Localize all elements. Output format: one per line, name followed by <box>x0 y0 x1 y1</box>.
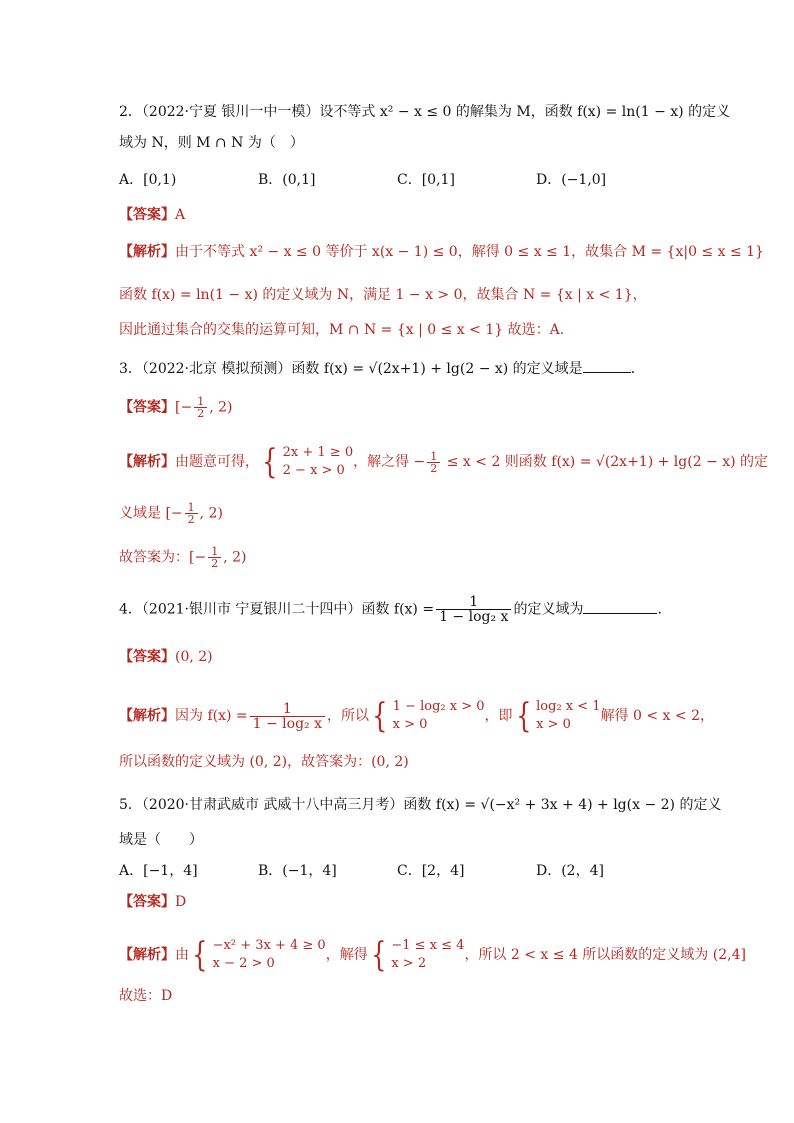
q4-stem-pre: 4．（2021·银川市 宁夏银川二十四中）函数 f(x) = <box>119 601 435 618</box>
q3-answer-blank <box>583 358 631 373</box>
system-row: x > 0 <box>536 717 571 732</box>
q2-analysis-line3: 因此通过集合的交集的运算可知，M ∩ N = {x | 0 ≤ x < 1} 故选：A. <box>119 322 565 338</box>
fraction-numerator: 1 <box>197 395 205 408</box>
q5-option-a: A．[−1，4] <box>119 863 198 879</box>
q3-stem-text: 3．（2022·北京 模拟预测）函数 f(x) = √(2x+1) + lg(2 − x) 的定义域是 <box>119 361 583 377</box>
brace-icon: { <box>515 696 531 736</box>
q4-final-answer: 所以函数的定义域为 (0, 2)，故答案为：(0, 2) <box>119 754 409 770</box>
fraction-denominator: 1 − log₂ x <box>250 716 325 731</box>
q3-analysis-line1 <box>119 444 768 480</box>
q3-analysis-line2 <box>119 502 223 525</box>
q5-stem-line2: 域是（ ） <box>119 832 203 848</box>
inequality-system <box>369 698 484 734</box>
fraction-numerator: 1 <box>430 449 438 463</box>
fraction-numerator: 1 <box>187 501 195 514</box>
fraction-denominator: 2 <box>194 407 207 419</box>
analysis-mid: ，解之得 − <box>353 454 426 470</box>
inequality-system <box>368 937 465 973</box>
q5-stem-line1: 5．（2020·甘肃武威市 武威十八中高三月考）函数 f(x) = √(−x² + 3x + 4) + lg(x − 2) 的定义 <box>119 797 722 813</box>
inequality-system <box>259 444 353 480</box>
fraction <box>208 546 221 569</box>
system-row: −x² + 3x + 4 ≥ 0 <box>212 938 326 953</box>
fraction-numerator: 1 <box>211 545 219 558</box>
brace-icon: { <box>192 935 208 975</box>
analysis-tag: 【解析】 <box>119 947 175 963</box>
analysis-mid2: ，即 <box>484 708 513 724</box>
analysis-mid: ，解得 <box>325 947 368 963</box>
fraction-denominator: 2 <box>185 513 198 525</box>
inequality-system <box>189 937 326 973</box>
q3-stem-end: ． <box>630 361 645 377</box>
q5-option-d: D．(2，4] <box>536 863 604 879</box>
fraction <box>436 595 511 624</box>
system-row: x > 0 <box>392 717 428 732</box>
q2-option-c: C．[0,1] <box>397 172 455 188</box>
brace-icon: { <box>262 442 278 482</box>
q2-option-d: D．(−1,0] <box>536 172 607 188</box>
fraction <box>194 396 207 419</box>
fraction-numerator: 1 <box>469 594 479 610</box>
analysis-tag: 【解析】 <box>119 244 175 260</box>
answer-tag: 【答案】 <box>119 894 175 910</box>
fraction-denominator: 2 <box>208 557 221 569</box>
analysis-post: 解得 0 < x < 2， <box>600 708 714 724</box>
q2-stem-line1: 2．（2022·宁夏 银川一中一模）设不等式 x² − x ≤ 0 的解集为 M，函数 f(x) = ln(1 − x) 的定义 <box>119 104 731 120</box>
analysis-line2-pre: 义域是 [− <box>119 505 183 522</box>
q5-final-answer: 故选：D <box>119 988 173 1004</box>
q5-option-c: C．[2，4] <box>397 863 465 879</box>
q4-stem-post: 的定义域为 <box>513 601 584 618</box>
q2-analysis-line2: 函数 f(x) = ln(1 − x) 的定义域为 N，满足 1 − x > 0，故集合 N = {x | x < 1}， <box>119 287 647 303</box>
q3-stem <box>119 358 645 379</box>
q2-stem-line2: 域为 N，则 M ∩ N 为（ ） <box>119 135 304 151</box>
system-row: −1 ≤ x ≤ 4 <box>391 938 465 953</box>
analysis-post: ，所以 2 < x ≤ 4 所以函数的定义域为 (2,4] <box>464 947 746 963</box>
q5-analysis-line1 <box>119 937 746 973</box>
final-pre: 故答案为：[− <box>119 549 207 566</box>
analysis-pre: 由题意可得， <box>175 454 259 470</box>
analysis-pre: 因为 f(x) = <box>175 708 248 724</box>
analysis-tag: 【解析】 <box>119 708 175 724</box>
answer-tag: 【答案】 <box>119 207 175 223</box>
analysis-mid2: ≤ x < 2 则函数 f(x) = √(2x+1) + lg(2 − x) 的定 <box>442 454 769 470</box>
final-post: , 2) <box>223 549 247 566</box>
inequality-system <box>513 698 601 734</box>
fraction-numerator: 1 <box>282 700 292 717</box>
fraction <box>185 502 198 525</box>
analysis-tag: 【解析】 <box>119 454 175 470</box>
brace-icon: { <box>370 935 387 975</box>
system-row: log₂ x < 1 <box>536 699 601 714</box>
fraction-denominator: 1 − log₂ x <box>436 609 511 624</box>
answer-value: (0, 2) <box>175 649 213 665</box>
system-row: x > 2 <box>391 956 427 971</box>
answer-post: , 2) <box>209 399 233 416</box>
q4-stem-end: . <box>657 601 662 618</box>
q4-analysis-line1 <box>119 698 714 734</box>
answer-value: A <box>175 207 186 223</box>
q2-option-a: A．[0,1) <box>119 172 177 188</box>
answer-tag: 【答案】 <box>119 399 175 416</box>
analysis-pre: 由 <box>175 947 189 963</box>
q2-analysis-line1 <box>119 242 764 262</box>
answer-pre: [− <box>175 399 193 416</box>
answer-value: D <box>175 894 187 910</box>
q3-final-answer <box>119 546 246 569</box>
brace-icon: { <box>372 696 388 736</box>
q5-answer <box>119 892 186 912</box>
analysis-mid: ，所以 <box>327 708 370 724</box>
q2-answer <box>119 205 185 225</box>
analysis-line2-post: , 2) <box>199 505 223 522</box>
analysis-text: 由于不等式 x² − x ≤ 0 等价于 x(x − 1) ≤ 0，解得 0 ≤ x ≤ 1，故集合 M = {x|0 ≤ x ≤ 1} <box>175 244 764 260</box>
answer-tag: 【答案】 <box>119 649 175 665</box>
system-row: 2x + 1 ≥ 0 <box>282 445 354 460</box>
fraction <box>427 451 440 474</box>
q3-answer <box>119 396 232 419</box>
fraction-denominator: 2 <box>427 462 440 474</box>
fraction <box>250 702 325 731</box>
system-row: x − 2 > 0 <box>212 956 275 971</box>
system-row: 2 − x > 0 <box>282 463 345 478</box>
q5-option-b: B．(−1，4] <box>258 863 337 879</box>
q4-answer-blank <box>583 599 657 614</box>
system-row: 1 − log₂ x > 0 <box>392 699 485 714</box>
q4-stem <box>119 595 662 624</box>
q2-option-b: B．(0,1] <box>258 172 316 188</box>
q4-answer <box>119 647 213 667</box>
